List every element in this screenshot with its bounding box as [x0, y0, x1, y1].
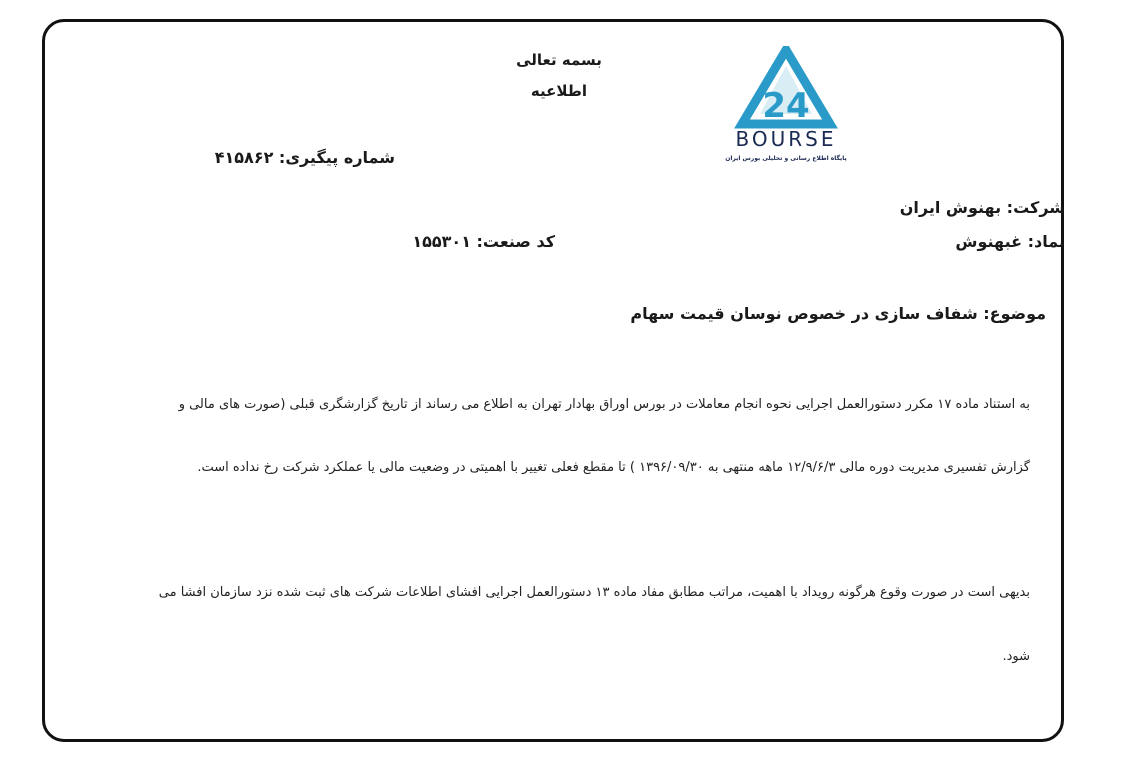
- logo-number: 24: [762, 86, 810, 126]
- subject-line: موضوع: شفاف سازی در خصوص نوسان قیمت سهام: [630, 304, 1046, 323]
- body-paragraph-2-line-1: بدیهی است در صورت وقوع هرگونه رویداد با اهمیت، مراتب مطابق مفاد ماده ۱۳ دستورالعمل اجرایی افشای اطلاعات شرکت های ثبت شده نزد سازمان افشا می: [158, 585, 1030, 600]
- company-name: شرکت: بهنوش ایران: [899, 198, 1065, 217]
- notice-heading: اطلاعیه: [530, 82, 588, 100]
- logo-brand: BOURSE: [735, 127, 837, 151]
- basmala-heading: بسمه تعالی: [516, 51, 602, 69]
- body-paragraph-1-line-2: گزارش تفسیری مدیریت دوره مالی ۱۲/۹/۶/۳ ماهه منتهی به ۱۳۹۶/۰۹/۳۰ ) تا مقطع فعلی تغییر با اهمیتی در وضعیت مالی یا عملکرد شرکت رخ نداده است.: [197, 460, 1030, 475]
- body-paragraph-2-line-2: شود.: [1002, 649, 1030, 664]
- logo-tagline: پایگاه اطلاع رسانی و تحلیلی بورس ایران: [725, 155, 847, 162]
- company-symbol: نماد: غبهنوش: [955, 232, 1065, 251]
- document-frame: [42, 19, 1064, 742]
- tracking-number: شماره پیگیری: ۴۱۵۸۶۲: [214, 148, 395, 167]
- body-paragraph-1-line-1: به استناد ماده ۱۷ مکرر دستورالعمل اجرایی نحوه انجام معاملات در بورس اوراق بهادار تهران به اطلاع می رساند از تاریخ گزارشگری قبلی (صورت های مالی و: [178, 397, 1030, 412]
- industry-code: کد صنعت: ۱۵۵۳۰۱: [412, 232, 555, 251]
- triangle-24-logo-icon: [720, 46, 852, 170]
